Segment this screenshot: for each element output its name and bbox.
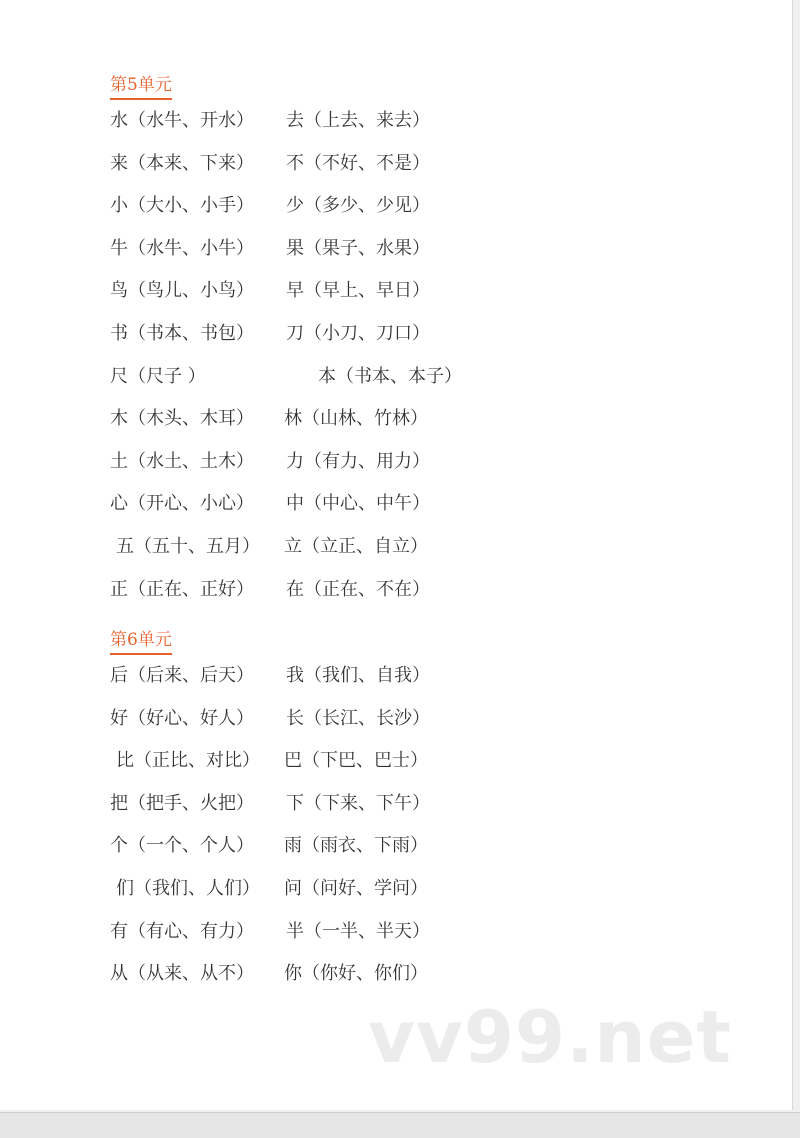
word-entry-left: 土（水土、土木） — [110, 450, 254, 472]
word-entry-right: 立（立正、自立） — [284, 536, 428, 557]
word-entry-left: 水（水牛、开水） — [110, 110, 254, 131]
word-row — [0, 877, 792, 901]
unit-6-heading: 第6单元 — [110, 625, 172, 655]
word-row — [0, 279, 792, 303]
word-entry-right: 半（一半、半天） — [286, 920, 430, 942]
word-entry-right: 我（我们、自我） — [286, 665, 430, 686]
word-row — [0, 535, 792, 559]
word-row — [0, 834, 792, 858]
word-entry-right: 在（正在、不在） — [286, 578, 430, 600]
word-entry-left: 尺（尺子 ） — [110, 365, 206, 387]
word-row — [0, 450, 792, 474]
word-entry-right: 去（上去、来去） — [286, 110, 430, 131]
word-entry-left: 有（有心、有力） — [110, 920, 254, 942]
word-entry-left: 从（从来、从不） — [110, 963, 254, 985]
unit-5-heading: 第5单元 — [110, 70, 172, 100]
word-row — [0, 962, 792, 986]
word-row — [0, 152, 792, 176]
word-entry-right: 少（多少、少见） — [286, 195, 430, 217]
word-row — [0, 664, 792, 688]
word-row — [0, 109, 792, 133]
word-entry-right: 下（下来、下午） — [286, 792, 430, 814]
word-entry-left: 书（书本、书包） — [110, 323, 254, 344]
word-entry-left: 五（五十、五月） — [116, 536, 260, 557]
word-entry-left: 后（后来、后天） — [110, 665, 254, 686]
word-entry-left: 小（大小、小手） — [110, 195, 254, 217]
word-entry-right: 林（山林、竹林） — [284, 408, 428, 430]
word-entry-right: 雨（雨衣、下雨） — [284, 835, 428, 857]
word-row — [0, 194, 792, 218]
word-entry-left: 鸟（鸟儿、小鸟） — [110, 280, 254, 302]
word-row — [0, 792, 792, 816]
word-entry-right: 不（不好、不是） — [286, 152, 430, 174]
watermark: vv99.net — [368, 995, 732, 1079]
word-row — [0, 237, 792, 261]
word-entry-left: 个（一个、个人） — [110, 835, 254, 857]
word-entry-left: 正（正在、正好） — [110, 578, 254, 600]
word-entry-right: 本（书本、本子） — [318, 365, 462, 387]
word-entry-left: 们（我们、人们） — [116, 878, 260, 899]
word-entry-right: 力（有力、用力） — [286, 450, 430, 472]
word-entry-right: 刀（小刀、刀口） — [286, 323, 430, 344]
word-entry-right: 巴（下巴、巴士） — [284, 750, 428, 772]
word-entry-right: 中（中心、中午） — [286, 493, 430, 515]
viewer-bottom-strip — [0, 1112, 800, 1138]
word-entry-left: 比（正比、对比） — [116, 750, 260, 772]
word-entry-right: 果（果子、水果） — [286, 237, 430, 259]
word-entry-left: 心（开心、小心） — [110, 493, 254, 515]
word-entry-right: 长（长江、长沙） — [286, 707, 430, 729]
word-row — [0, 322, 792, 346]
word-entry-right: 你（你好、你们） — [284, 963, 428, 985]
word-entry-left: 好（好心、好人） — [110, 707, 254, 729]
word-row — [0, 492, 792, 516]
word-row — [0, 365, 792, 389]
word-entry-left: 来（本来、下来） — [110, 152, 254, 174]
word-row — [0, 749, 792, 773]
word-row — [0, 707, 792, 731]
word-row — [0, 407, 792, 431]
word-entry-left: 木（木头、木耳） — [110, 408, 254, 430]
word-row — [0, 920, 792, 944]
word-entry-left: 把（把手、火把） — [110, 792, 254, 814]
word-row — [0, 578, 792, 602]
word-entry-right: 早（早上、早日） — [286, 280, 430, 302]
word-entry-right: 问（问好、学问） — [284, 878, 428, 899]
word-entry-left: 牛（水牛、小牛） — [110, 237, 254, 259]
